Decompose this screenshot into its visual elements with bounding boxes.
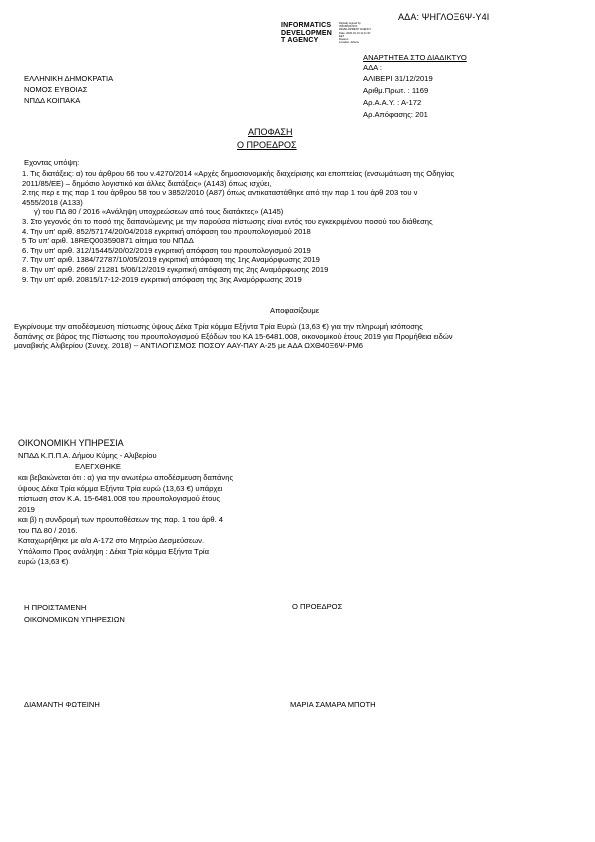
logo-line: DEVELOPMEN bbox=[281, 29, 333, 37]
sign-right-title: Ο ΠΡΟΕΔΡΟΣ bbox=[292, 602, 343, 611]
consideration-line: 4555/2018 (Α133) bbox=[22, 197, 83, 207]
consideration-line: 2.της περ ε της παρ 1 του άρθρου 58 του ν 3852/2010 (Α87) όπως αντικαταστάθηκε από την παρ 1 του άρθ 203 του ν bbox=[22, 188, 418, 198]
consideration-line: γ) του ΠΔ 80 / 2016 «Ανάληψη υποχρεώσεων από τους διατάκτες» (Α145) bbox=[34, 207, 284, 217]
consideration-line: 9. Την υπ' αριθ. 20815/17-12-2019 εγκριτική απόφαση της 3ης Αναμόρφωσης 2019 bbox=[22, 274, 302, 284]
decision-line: Εγκρίνουμε την αποδέσμευση πίστωσης ύψους Δέκα Τρία κόμμα Εξήντα Τρία Ευρώ (13,63 €) για την πληρωμή ισόποσης bbox=[14, 322, 423, 331]
signature-line: Digitally signed by bbox=[339, 22, 361, 25]
consideration-line: 4. Την υπ' αριθ. 852/57174/20/04/2018 εγκριτική απόφαση του προυπολογισμού 2018 bbox=[22, 226, 311, 236]
digital-signature-stamp bbox=[339, 22, 371, 44]
finance-line: 2019 bbox=[18, 504, 35, 514]
signature-line: DEVELOPMENT AGENCY bbox=[339, 28, 372, 32]
having-in-mind: Εχοντας υπόψη: bbox=[24, 158, 80, 167]
sign-right-name: ΜΑΡΙΑ ΣΑΜΑΡΑ ΜΠΟΤΗ bbox=[290, 700, 376, 709]
finance-line: του ΠΔ 80 / 2016. bbox=[18, 525, 78, 535]
posted-label: ΑΝΑΡΤΗΤΕΑ ΣΤΟ ΔΙΑΔΙΚΤΥΟ bbox=[363, 53, 467, 62]
aay-number: Αρ.Α.Α.Υ. : Α-172 bbox=[363, 98, 422, 107]
consideration-line: 3. Στο γεγονός ότι το ποσό της δαπανώμενης με την παρούσα πίστωσης είναι εντός του εγκεκριμένου ποσού του διάθεσης bbox=[22, 216, 433, 226]
finance-line: πίστωση στον Κ.Α. 15-6481.008 του προυπολογισμού έτους bbox=[18, 494, 221, 503]
finance-dept: ΟΙΚΟΝΟΜΙΚΗ ΥΠΗΡΕΣΙΑ bbox=[18, 438, 124, 448]
header-left bbox=[24, 74, 113, 107]
header-line: ΕΛΛΗΝΙΚΗ ΔΗΜΟΚΡΑΤΙΑ bbox=[24, 74, 114, 83]
finance-line: Καταχωρήθηκε με α/α Α-172 στο Μητρώο Δεσμεύσεων. bbox=[18, 536, 205, 545]
sign-left-name: ΔΙΑΜΑΝΤΗ ΦΩΤΕΙΝΗ bbox=[24, 700, 100, 709]
signature-line: Reason: bbox=[339, 38, 350, 42]
logo-line: T AGENCY bbox=[281, 37, 319, 44]
header-right bbox=[363, 74, 433, 122]
decision-line: μαναβικής Αλιβερίου (Συνεχ. 2018) -- ΑΝΤΙΛΟΓΙΣΜΟΣ ΠΟΣΟΥ ΑΑΥ-ΠΑΥ Α-25 με ΑΔΑ ΩΧΘ40Ξ6Ψ-ΡΜ6 bbox=[14, 341, 364, 351]
finance-line: Υπόλοιπο Προς ανάληψη : Δέκα Τρία κόμμα Εξήντα Τρία bbox=[18, 546, 210, 556]
consideration-line: 7. Την υπ' αριθ. 1384/72787/10/05/2019 εγκριτική απόφαση της 1ης Αναμόρφωσης 2019 bbox=[22, 255, 320, 265]
finance-line: ύψους Δέκα Τρία κόμμα Εξήντα Τρία ευρώ (13,63 €) υπάρχει bbox=[18, 483, 223, 493]
consideration-line: 2011/85/ΕΕ) – δημόσιο λογιστικό και άλλες διατάξεις» (Α143) όπως ισχύει, bbox=[22, 178, 272, 188]
header-line: ΝΠΔΔ ΚΟΙΠΑΚΑ bbox=[24, 96, 81, 105]
checked-label: ΕΛΕΓΧΘΗΚΕ bbox=[75, 462, 121, 471]
finance-line: και β) η συνδρομή των προυποθέσεων της παρ. 1 του άρθ. 4 bbox=[18, 515, 224, 524]
decide-label: Αποφασίζουμε bbox=[270, 306, 320, 315]
date: ΑΛΙΒΕΡΙ 31/12/2019 bbox=[363, 74, 433, 83]
protocol-number: Αριθμ.Πρωτ. : 1169 bbox=[363, 86, 429, 95]
sign-left-title-line: Η ΠΡΟΙΣΤΑΜΕΝΗ bbox=[24, 603, 87, 612]
ada-label: ΑΔΑ : bbox=[363, 63, 383, 72]
sign-left-title bbox=[24, 602, 125, 626]
sign-left-title-line: ΟΙΚΟΝΟΜΙΚΩΝ ΥΠΗΡΕΣΙΩΝ bbox=[24, 615, 125, 624]
decision-number: Αρ.Απόφασης: 201 bbox=[363, 110, 428, 119]
decision-line: δαπάνης σε βάρος της Πίστωσης του προυπολογισμού Εξόδων του ΚΑ 15-6481.008, οικονομικού έτους 2019 για Προμήθεια ειδών bbox=[14, 331, 453, 341]
title-decision: ΑΠΟΦΑΣΗ bbox=[248, 127, 293, 137]
signature-line: INFORMATICS bbox=[339, 25, 358, 29]
consideration-line: 6. Την υπ' αριθ. 312/15445/20/02/2019 εγκριτική απόφαση του προυπολογισμού 2019 bbox=[22, 245, 311, 255]
logo-text bbox=[281, 22, 332, 45]
finance-org: ΝΠΔΔ Κ.Π.Π.Α. Δήμου Κύμης - Αλιβερίου bbox=[18, 451, 157, 460]
consideration-line: 5 Το υπ' αριθ. 18REQ003590871 αίτημα του ΝΠΔΔ bbox=[22, 236, 194, 246]
decision-text bbox=[14, 322, 453, 351]
ada-top: ΑΔΑ: ΨΗΓΛΟΞ6Ψ-Υ4Ι bbox=[398, 12, 490, 22]
logo-line: INFORMATICS bbox=[281, 22, 332, 29]
header-line: ΝΟΜΟΣ ΕΥΒΟΙΑΣ bbox=[24, 85, 88, 94]
title-president: Ο ΠΡΟΕΔΡΟΣ bbox=[237, 140, 297, 150]
finance-text bbox=[18, 473, 233, 568]
finance-line: και βεβαιώνεται ότι : α) για την ανωτέρω αποδέσμευση δαπάνης bbox=[18, 473, 234, 482]
considerations-list bbox=[22, 169, 454, 284]
signature-line: Date: 2020.01.13 11:11:37 bbox=[339, 31, 371, 35]
signature-line: EET bbox=[339, 34, 345, 38]
consideration-line: 1. Τις διατάξεις: α) του άρθρου 66 του ν.4270/2014 «Αρχές δημοσιονομικής διαχείρισης και εποπτείας (ενσωμάτωση της Οδηγίας bbox=[22, 169, 455, 178]
consideration-line: 8. Την υπ' αριθ. 2669/ 21281 5/06/12/2019 εγκριτική απόφαση της 2ης Αναμόρφωσης 2019 bbox=[22, 264, 329, 274]
signature-line: Location: Athens bbox=[339, 41, 359, 45]
finance-line: ευρώ (13,63 €) bbox=[18, 557, 69, 566]
